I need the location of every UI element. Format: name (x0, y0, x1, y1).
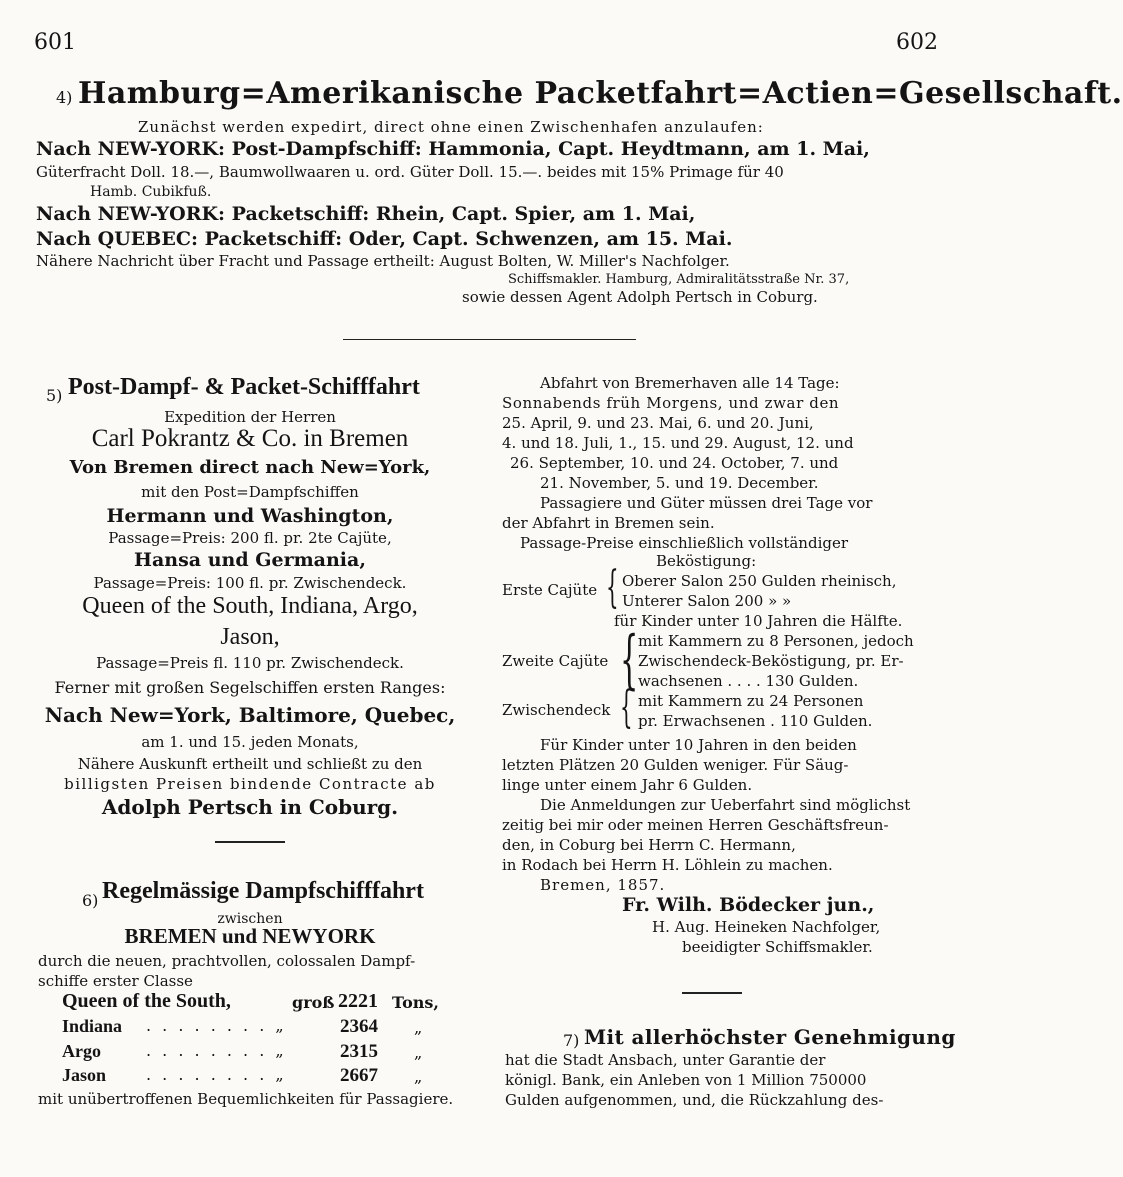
text-line: Ferner mit großen Segelschiffen ersten Ranges: (54, 678, 446, 697)
text-line: Sonnabends früh Morgens, und zwar den (502, 394, 840, 412)
signature-line: beeidigter Schiffsmakler. (682, 938, 873, 956)
fare-line: mit Kammern zu 8 Personen, jedoch (638, 632, 914, 650)
text-line: den, in Coburg bei Herrn C. Hermann, (502, 836, 796, 854)
brace: { (620, 682, 633, 733)
text-line: Güterfracht Doll. 18.—, Baumwollwaaren u. ord. Güter Doll. 15.—. beides mit 15% Primage für 40 (36, 163, 784, 181)
ship-leader: groß (292, 993, 335, 1012)
ship-name: Indiana (62, 1016, 123, 1036)
text-line: durch die neuen, prachtvollen, colossalen Dampf- (38, 952, 416, 970)
text-line: Nach New=York, Baltimore, Quebec, (44, 703, 456, 727)
ship-unit: „ (414, 1067, 423, 1086)
text-line: Gulden aufgenommen, und, die Rückzahlung des- (505, 1091, 884, 1109)
section-title: Hamburg=Amerikanische Packetfahrt=Actien=Gesellschaft. (78, 76, 1123, 111)
fare-class-label: Erste Cajüte (502, 581, 598, 599)
text-line: letzten Plätzen 20 Gulden weniger. Für Säug- (502, 756, 849, 774)
fare-line: Unterer Salon 200 » » (622, 592, 792, 610)
text-line: für Kinder unter 10 Jahren die Hälfte. (614, 612, 903, 630)
ship-leader: . . . . . . . . „ (146, 1016, 287, 1035)
ship-leader: . . . . . . . . „ (146, 1041, 287, 1060)
text-line: Zunächst werden expedirt, direct ohne einen Zwischenhafen anzulaufen: (138, 118, 764, 136)
fare-class-label: Zweite Cajüte (502, 652, 609, 670)
ship-tons: 2221 (338, 990, 378, 1012)
text-line: Beköstigung: (656, 552, 757, 570)
text-line: in Rodach bei Herrn H. Löhlein zu machen. (502, 856, 833, 874)
text-line: Jason, (220, 624, 280, 650)
ship-leader: . . . . . . . . „ (146, 1065, 287, 1084)
section-number: 7) (563, 1031, 580, 1050)
text-line: Carl Pokrantz & Co. in Bremen (91, 425, 409, 452)
text-line: Schiffsmakler. Hamburg, Admiralitätsstraße Nr. 37, (508, 272, 850, 287)
text-line: zeitig bei mir oder meinen Herren Geschäftsfreun- (502, 816, 889, 834)
signature-line: H. Aug. Heineken Nachfolger, (652, 918, 881, 936)
text-line: Nach QUEBEC: Packetschiff: Oder, Capt. Schwenzen, am 15. Mai. (36, 228, 733, 250)
ship-unit: „ (414, 1018, 423, 1037)
fare-line: mit Kammern zu 24 Personen (638, 692, 864, 710)
ship-unit: Tons, (392, 993, 439, 1012)
ship-unit: „ (414, 1043, 423, 1062)
text-line: 21. November, 5. und 19. December. (540, 474, 819, 492)
text-line: Abfahrt von Bremerhaven alle 14 Tage: (540, 374, 840, 392)
text-line: Passage=Preis: 100 fl. pr. Zwischendeck. (93, 574, 407, 592)
text-line: Nach NEW-YORK: Packetschiff: Rhein, Capt. Spier, am 1. Mai, (36, 203, 696, 225)
page-number-right: 602 (896, 30, 938, 55)
fare-line: Oberer Salon 250 Gulden rheinisch, (622, 572, 897, 590)
text-line: Expedition der Herren (164, 408, 336, 426)
fare-line: wachsenen . . . . 130 Gulden. (638, 672, 859, 690)
fare-line: Zwischendeck-Beköstigung, pr. Er- (638, 652, 904, 670)
text-line: Hansa und Germania, (134, 549, 366, 571)
text-line: am 1. und 15. jeden Monats, (141, 733, 359, 751)
divider (682, 992, 742, 994)
brace: { (620, 623, 639, 697)
ship-name: Argo (62, 1041, 101, 1061)
section-number: 4) (56, 88, 73, 107)
ship-tons: 2315 (340, 1041, 378, 1062)
signature-name: Fr. Wilh. Bödecker jun., (622, 894, 875, 916)
section-number: 5) (46, 386, 63, 405)
fare-line: pr. Erwachsenen . 110 Gulden. (638, 712, 873, 730)
text-line: Passage=Preis: 200 fl. pr. 2te Cajüte, (108, 529, 392, 547)
divider (215, 841, 285, 843)
text-line: hat die Stadt Ansbach, unter Garantie der (505, 1051, 826, 1069)
section-title: Post-Dampf- & Packet-Schifffahrt (68, 374, 420, 400)
page-number-left: 601 (34, 30, 76, 55)
text-line: Die Anmeldungen zur Ueberfahrt sind möglichst (540, 796, 911, 814)
text-line: Passagiere und Güter müssen drei Tage vor (540, 494, 873, 512)
text-line: 4. und 18. Juli, 1., 15. und 29. August, 12. und (502, 434, 854, 452)
ship-name: Jason (62, 1065, 107, 1085)
text-line: mit unübertroffenen Bequemlichkeiten für Passagiere. (38, 1090, 454, 1108)
text-line: Von Bremen direct nach New=York, (69, 457, 431, 478)
text-line: BREMEN und NEWYORK (124, 924, 376, 948)
text-line: sowie dessen Agent Adolph Pertsch in Coburg. (462, 288, 818, 306)
text-line: 26. September, 10. und 24. October, 7. und (510, 454, 839, 472)
text-line: Passage-Preise einschließlich vollständiger (520, 534, 849, 552)
text-line: linge unter einem Jahr 6 Gulden. (502, 776, 753, 794)
text-line: billigsten Preisen bindende Contracte ab (64, 775, 436, 793)
text-line: schiffe erster Classe (38, 972, 193, 990)
text-line: mit den Post=Dampfschiffen (141, 483, 359, 501)
text-line: 25. April, 9. und 23. Mai, 6. und 20. Juni, (502, 414, 814, 432)
section-title: Regelmässige Dampfschifffahrt (102, 878, 424, 904)
text-line: der Abfahrt in Bremen sein. (502, 514, 715, 532)
text-line: Für Kinder unter 10 Jahren in den beiden (540, 736, 857, 754)
text-line: Bremen, 1857. (540, 876, 666, 894)
text-line: Queen of the South, Indiana, Argo, (82, 593, 418, 619)
text-line: Hermann und Washington, (106, 505, 394, 527)
text-line: Passage=Preis fl. 110 pr. Zwischendeck. (96, 654, 404, 672)
section-title: Mit allerhöchster Genehmigung (584, 1025, 956, 1049)
divider (343, 339, 636, 340)
section-number: 6) (82, 891, 99, 910)
text-line: Nähere Auskunft ertheilt und schließt zu den (77, 755, 423, 773)
text-line: königl. Bank, ein Anleben von 1 Million 750000 (505, 1071, 867, 1089)
ship-tons: 2667 (340, 1065, 378, 1086)
brace: { (606, 562, 619, 613)
text-line: Adolph Pertsch in Coburg. (101, 795, 399, 819)
text-line: Hamb. Cubikfuß. (90, 184, 212, 200)
ship-tons: 2364 (340, 1016, 378, 1037)
text-line: Nach NEW-YORK: Post-Dampfschiff: Hammonia, Capt. Heydtmann, am 1. Mai, (36, 138, 870, 160)
text-line: zwischen (217, 911, 283, 927)
text-line: Nähere Nachricht über Fracht und Passage ertheilt: August Bolten, W. Miller's Nachfolger. (36, 252, 730, 270)
ship-name: Queen of the South, (62, 990, 231, 1012)
fare-class-label: Zwischendeck (502, 701, 611, 719)
